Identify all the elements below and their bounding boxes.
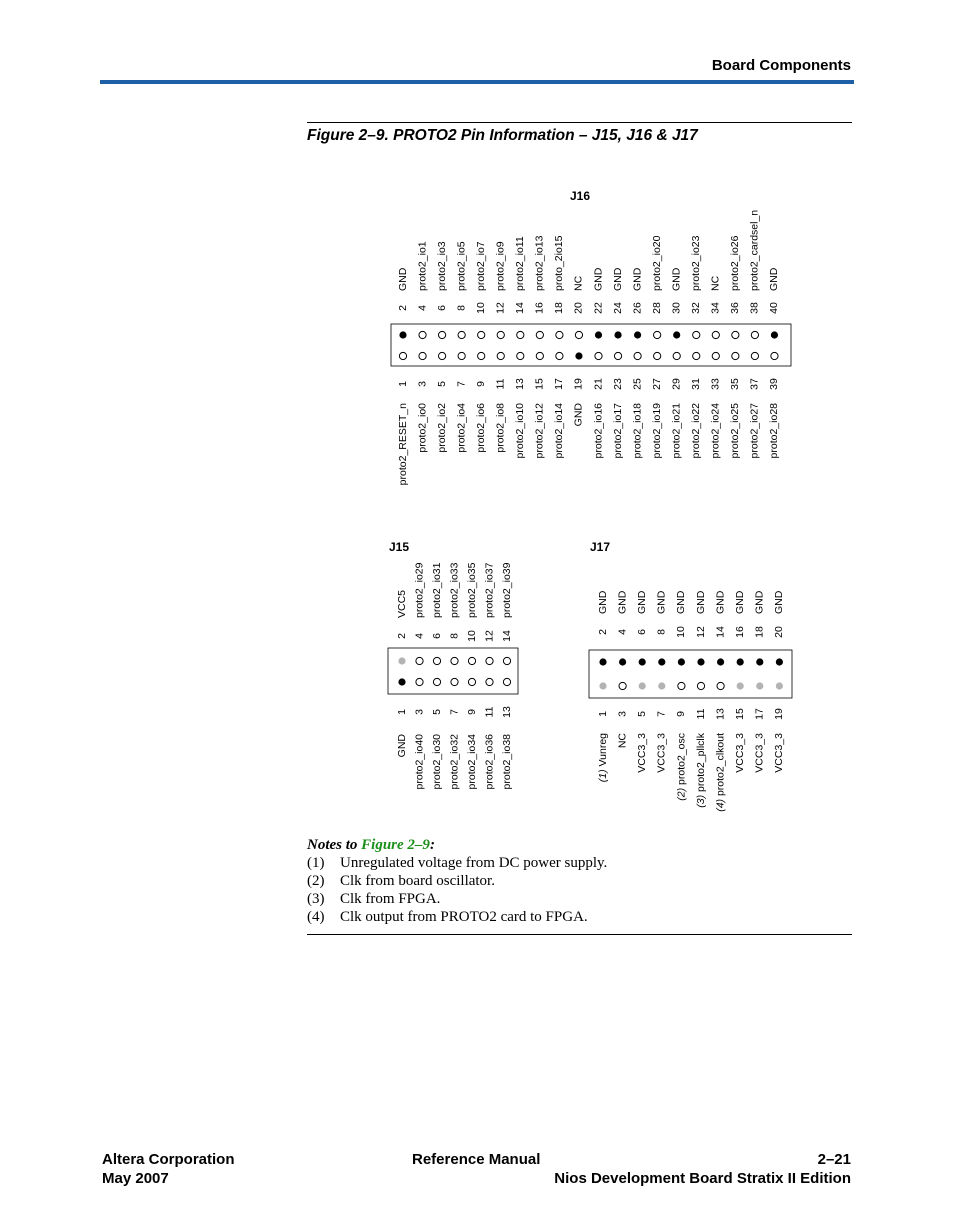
pin-dot bbox=[614, 352, 621, 359]
pin-dot bbox=[556, 331, 563, 338]
pin-dot bbox=[399, 331, 406, 338]
pin-label: proto2_io0 bbox=[416, 403, 429, 453]
pin-dot bbox=[478, 331, 485, 338]
pin-number: 3 bbox=[616, 711, 629, 717]
pin-dot bbox=[575, 352, 582, 359]
note-item bbox=[307, 872, 852, 890]
pin-number: 7 bbox=[655, 711, 668, 717]
pin-dot bbox=[712, 331, 719, 338]
pin-number: 22 bbox=[592, 302, 605, 314]
pin-label: GND bbox=[773, 590, 786, 614]
pin-number: 8 bbox=[455, 305, 468, 311]
pin-number: 16 bbox=[733, 626, 746, 638]
pin-dot bbox=[614, 331, 621, 338]
pin-number: 28 bbox=[650, 302, 663, 314]
pin-number: 6 bbox=[430, 633, 443, 639]
pin-dot bbox=[737, 682, 744, 689]
pin-dot bbox=[486, 657, 493, 664]
pin-dot bbox=[458, 352, 465, 359]
pin-number: 18 bbox=[753, 626, 766, 638]
pin-label: proto2_io11 bbox=[514, 236, 527, 291]
pin-dot bbox=[497, 331, 504, 338]
pin-label: proto2_io12 bbox=[533, 403, 546, 459]
pin-label: (3) proto2_pllclk bbox=[694, 733, 707, 808]
connector-name: J15 bbox=[389, 540, 410, 554]
note-number: (3) bbox=[307, 891, 325, 907]
pin-label: proto2_io26 bbox=[729, 235, 742, 291]
note-number: (2) bbox=[307, 873, 325, 889]
pin-dot bbox=[639, 658, 646, 665]
pin-label: proto2_io37 bbox=[483, 562, 496, 618]
pin-dot bbox=[756, 682, 763, 689]
footer-company: Altera Corporation bbox=[102, 1151, 235, 1168]
pin-label: GND bbox=[631, 267, 644, 291]
pin-number: 23 bbox=[611, 378, 624, 390]
pin-dot bbox=[433, 657, 440, 664]
pin-number: 4 bbox=[416, 305, 429, 311]
pin-label: proto2_io31 bbox=[430, 562, 443, 618]
pin-label: proto2_io14 bbox=[553, 403, 566, 459]
pin-label: proto2_io17 bbox=[611, 403, 624, 459]
pin-label: proto2_io32 bbox=[448, 734, 461, 790]
pin-dot bbox=[639, 682, 646, 689]
pin-label: proto2_io8 bbox=[494, 403, 507, 453]
pin-number: 20 bbox=[773, 626, 786, 638]
pin-number: 38 bbox=[748, 302, 761, 314]
pin-dot bbox=[737, 658, 744, 665]
pin-number: 8 bbox=[448, 633, 461, 639]
connector-name: J17 bbox=[590, 540, 611, 554]
pin-number: 35 bbox=[729, 378, 742, 390]
pin-dot bbox=[599, 658, 606, 665]
pin-number: 13 bbox=[500, 706, 513, 718]
pin-dot bbox=[619, 658, 626, 665]
pin-number: 2 bbox=[596, 629, 609, 635]
pin-dot bbox=[634, 352, 641, 359]
pin-dot bbox=[399, 352, 406, 359]
pin-label: proto2_io35 bbox=[465, 562, 478, 618]
pin-label: proto2_io27 bbox=[748, 403, 761, 459]
pin-number: 7 bbox=[455, 381, 468, 387]
pin-number: 3 bbox=[416, 381, 429, 387]
pin-dot bbox=[693, 331, 700, 338]
pin-dot bbox=[398, 678, 405, 685]
pin-dot bbox=[503, 657, 510, 664]
footer-center: Reference Manual bbox=[412, 1151, 541, 1168]
pin-number: 30 bbox=[670, 302, 683, 314]
pin-number: 13 bbox=[714, 708, 727, 720]
pin-label: GND bbox=[616, 590, 629, 614]
note-number: (4) bbox=[307, 909, 325, 925]
pin-label: proto2_io2 bbox=[435, 403, 448, 453]
footer-date: May 2007 bbox=[102, 1170, 169, 1187]
pin-label: VCC3_3 bbox=[635, 733, 648, 773]
pin-dot bbox=[634, 331, 641, 338]
pin-number: 40 bbox=[768, 302, 781, 314]
pin-label: proto2_io30 bbox=[430, 734, 443, 790]
notes-heading-prefix: Notes to bbox=[307, 837, 362, 853]
note-text: Unregulated voltage from DC power supply. bbox=[340, 855, 608, 871]
pin-dot bbox=[468, 657, 475, 664]
note-item bbox=[307, 854, 852, 872]
pin-dot bbox=[536, 331, 543, 338]
pin-label: GND bbox=[572, 403, 585, 427]
pin-number: 25 bbox=[631, 378, 644, 390]
pin-number: 15 bbox=[533, 378, 546, 390]
pin-number: 14 bbox=[514, 302, 527, 314]
pin-label: GND bbox=[635, 590, 648, 614]
pin-number: 3 bbox=[413, 709, 426, 715]
pin-label: GND bbox=[753, 590, 766, 614]
pin-number: 10 bbox=[465, 630, 478, 642]
pin-number: 7 bbox=[448, 709, 461, 715]
pin-dot bbox=[419, 352, 426, 359]
pin-number: 6 bbox=[635, 629, 648, 635]
pin-number: 36 bbox=[729, 302, 742, 314]
pin-number: 12 bbox=[494, 302, 507, 314]
pin-dot bbox=[451, 678, 458, 685]
pin-dot bbox=[751, 352, 758, 359]
pin-number: 10 bbox=[675, 626, 688, 638]
pin-dot bbox=[776, 658, 783, 665]
pin-label: proto2_cardsel_n bbox=[748, 209, 761, 291]
note-text: Clk from FPGA. bbox=[340, 891, 441, 907]
pin-label: proto2_io9 bbox=[494, 241, 507, 291]
pin-dot bbox=[732, 331, 739, 338]
pin-number: 21 bbox=[592, 378, 605, 390]
pin-number: 20 bbox=[572, 302, 585, 314]
pin-dot bbox=[497, 352, 504, 359]
pin-number: 11 bbox=[494, 378, 507, 390]
figure-title: Figure 2–9. PROTO2 Pin Information – J15, J16 & J17 bbox=[307, 127, 698, 144]
connector-name: J16 bbox=[570, 189, 591, 203]
pin-number: 29 bbox=[670, 378, 683, 390]
pin-number: 39 bbox=[768, 378, 781, 390]
pin-dot bbox=[419, 331, 426, 338]
footer-page-number: 2–21 bbox=[817, 1151, 851, 1168]
pin-number: 17 bbox=[753, 708, 766, 720]
pin-dot bbox=[678, 658, 685, 665]
pin-number: 17 bbox=[553, 378, 566, 390]
pin-label: GND bbox=[655, 590, 668, 614]
pin-dot bbox=[416, 678, 423, 685]
pin-label: GND bbox=[675, 590, 688, 614]
pin-label: proto2_io34 bbox=[465, 734, 478, 790]
pin-label: proto2_io6 bbox=[474, 403, 487, 453]
pin-dot bbox=[398, 657, 405, 664]
pin-dot bbox=[673, 331, 680, 338]
pin-dot bbox=[536, 352, 543, 359]
pin-number: 13 bbox=[514, 378, 527, 390]
pin-dot bbox=[673, 352, 680, 359]
pin-number: 5 bbox=[435, 381, 448, 387]
pin-number: 24 bbox=[611, 302, 624, 314]
pin-number: 10 bbox=[474, 302, 487, 314]
pin-number: 32 bbox=[690, 302, 703, 314]
pin-label: GND bbox=[596, 590, 609, 614]
pin-dot bbox=[556, 352, 563, 359]
note-text: Clk from board oscillator. bbox=[340, 873, 495, 889]
pin-label: proto2_RESET_n bbox=[396, 403, 409, 486]
pin-dot bbox=[595, 352, 602, 359]
pin-label: VCC3_3 bbox=[773, 733, 786, 773]
pin-label: proto2_io5 bbox=[455, 241, 468, 291]
pin-label: proto2_io7 bbox=[474, 241, 487, 291]
note-item bbox=[307, 890, 852, 908]
pin-dot bbox=[771, 331, 778, 338]
note-item bbox=[307, 908, 852, 926]
pin-label: proto2_io4 bbox=[455, 403, 468, 453]
pin-number: 1 bbox=[395, 709, 408, 715]
pin-label: proto2_io24 bbox=[709, 403, 722, 459]
pin-label: proto2_io29 bbox=[413, 562, 426, 618]
pin-label: proto2_io20 bbox=[650, 235, 663, 291]
pin-dot bbox=[756, 658, 763, 665]
pin-dot bbox=[575, 331, 582, 338]
pin-label: proto2_io13 bbox=[533, 235, 546, 291]
pin-label: NC bbox=[709, 275, 722, 291]
pin-dot bbox=[697, 658, 704, 665]
pin-number: 33 bbox=[709, 378, 722, 390]
pin-number: 5 bbox=[430, 709, 443, 715]
pin-number: 31 bbox=[690, 378, 703, 390]
pin-label: GND bbox=[714, 590, 727, 614]
connector-outline bbox=[589, 650, 792, 698]
pin-number: 18 bbox=[553, 302, 566, 314]
pin-label: VCC3_3 bbox=[753, 733, 766, 773]
pin-number: 11 bbox=[694, 708, 707, 720]
pin-number: 4 bbox=[413, 633, 426, 639]
pin-dot bbox=[776, 682, 783, 689]
pin-dot bbox=[503, 678, 510, 685]
figure-link[interactable]: Figure 2–9 bbox=[361, 837, 430, 853]
pin-number: 9 bbox=[465, 709, 478, 715]
pin-number: 2 bbox=[396, 305, 409, 311]
note-number: (1) bbox=[307, 855, 325, 871]
figure-bottom-rule bbox=[307, 934, 852, 935]
pin-label: proto2_io36 bbox=[483, 734, 496, 790]
pin-label: NC bbox=[572, 275, 585, 291]
pin-label: proto2_io33 bbox=[448, 562, 461, 618]
pin-number: 11 bbox=[483, 706, 496, 718]
pin-dot bbox=[517, 331, 524, 338]
pin-label: proto2_io19 bbox=[650, 403, 663, 459]
pin-label: proto2_io1 bbox=[416, 241, 429, 291]
notes-heading bbox=[307, 836, 852, 854]
connector-outline bbox=[388, 648, 518, 694]
pin-label: GND bbox=[395, 734, 408, 758]
pin-label: proto2_io25 bbox=[729, 403, 742, 459]
footer-left bbox=[102, 1150, 235, 1188]
pin-dot bbox=[771, 352, 778, 359]
pin-dot bbox=[517, 352, 524, 359]
pin-label: (2) proto2_osc bbox=[675, 733, 688, 801]
pin-number: 37 bbox=[748, 378, 761, 390]
pin-label: GND bbox=[396, 267, 409, 291]
pin-dot bbox=[654, 352, 661, 359]
pin-number: 6 bbox=[435, 305, 448, 311]
pin-label: proto2_io38 bbox=[500, 734, 513, 790]
pin-dot bbox=[416, 657, 423, 664]
pin-label: proto2_io28 bbox=[768, 403, 781, 459]
pin-number: 4 bbox=[616, 629, 629, 635]
pin-number: 15 bbox=[733, 708, 746, 720]
pin-dot bbox=[486, 678, 493, 685]
pin-label: (1) Vunreg bbox=[596, 733, 609, 783]
pin-number: 9 bbox=[675, 711, 688, 717]
pin-label: proto2_io40 bbox=[413, 734, 426, 790]
pin-number: 12 bbox=[483, 630, 496, 642]
pin-label: proto2_io18 bbox=[631, 403, 644, 459]
pin-label: proto_2io15 bbox=[553, 235, 566, 291]
pin-number: 19 bbox=[773, 708, 786, 720]
pin-dot bbox=[693, 352, 700, 359]
pin-number: 34 bbox=[709, 302, 722, 314]
pin-number: 14 bbox=[500, 630, 513, 642]
connector-outline bbox=[391, 324, 791, 366]
pin-dot bbox=[458, 331, 465, 338]
pin-label: proto2_io22 bbox=[690, 403, 703, 459]
pin-label: proto2_io10 bbox=[514, 403, 527, 459]
pin-dot bbox=[658, 682, 665, 689]
pin-dot bbox=[599, 682, 606, 689]
pin-label: GND bbox=[768, 267, 781, 291]
pin-dot bbox=[678, 682, 685, 689]
pin-dot bbox=[433, 678, 440, 685]
pin-dot bbox=[658, 658, 665, 665]
pin-number: 12 bbox=[694, 626, 707, 638]
pin-label: GND bbox=[592, 267, 605, 291]
pin-dot bbox=[439, 352, 446, 359]
pin-number: 8 bbox=[655, 629, 668, 635]
pin-number: 16 bbox=[533, 302, 546, 314]
pin-dot bbox=[732, 352, 739, 359]
footer-right bbox=[554, 1150, 851, 1188]
pin-dot bbox=[439, 331, 446, 338]
pin-dot bbox=[451, 657, 458, 664]
pin-label: (4) proto2_clkout bbox=[714, 733, 727, 812]
pin-dot bbox=[478, 352, 485, 359]
pin-dot bbox=[717, 658, 724, 665]
pin-number: 26 bbox=[631, 302, 644, 314]
notes-heading-suffix: : bbox=[429, 837, 435, 853]
pin-dot bbox=[654, 331, 661, 338]
pin-label: proto2_io3 bbox=[435, 241, 448, 291]
pin-label: GND bbox=[733, 590, 746, 614]
pin-label: VCC5 bbox=[395, 589, 408, 618]
pin-label: proto2_io21 bbox=[670, 403, 683, 459]
pin-label: GND bbox=[670, 267, 683, 291]
pin-label: proto2_io39 bbox=[500, 562, 513, 618]
pin-number: 2 bbox=[395, 633, 408, 639]
pin-dot bbox=[717, 682, 724, 689]
pin-dot bbox=[751, 331, 758, 338]
pin-number: 9 bbox=[474, 381, 487, 387]
footer-document-title: Nios Development Board Stratix II Edition bbox=[554, 1170, 851, 1187]
pin-label: proto2_io23 bbox=[690, 235, 703, 291]
pin-label: GND bbox=[694, 590, 707, 614]
pin-dot bbox=[595, 331, 602, 338]
pin-dot bbox=[468, 678, 475, 685]
pin-label: VCC3_3 bbox=[655, 733, 668, 773]
pin-dot bbox=[712, 352, 719, 359]
pin-dot bbox=[697, 682, 704, 689]
pin-number: 19 bbox=[572, 378, 585, 390]
pin-number: 1 bbox=[596, 711, 609, 717]
pin-label: proto2_io16 bbox=[592, 403, 605, 459]
pin-number: 27 bbox=[650, 378, 663, 390]
pin-label: NC bbox=[616, 733, 629, 749]
section-title: Board Components bbox=[711, 57, 851, 74]
pin-label: VCC3_3 bbox=[733, 733, 746, 773]
pin-number: 1 bbox=[396, 381, 409, 387]
pin-number: 14 bbox=[714, 626, 727, 638]
pin-label: GND bbox=[611, 267, 624, 291]
pin-dot bbox=[619, 682, 626, 689]
note-text: Clk output from PROTO2 card to FPGA. bbox=[340, 909, 588, 925]
figure-notes bbox=[307, 836, 852, 926]
pin-number: 5 bbox=[635, 711, 648, 717]
